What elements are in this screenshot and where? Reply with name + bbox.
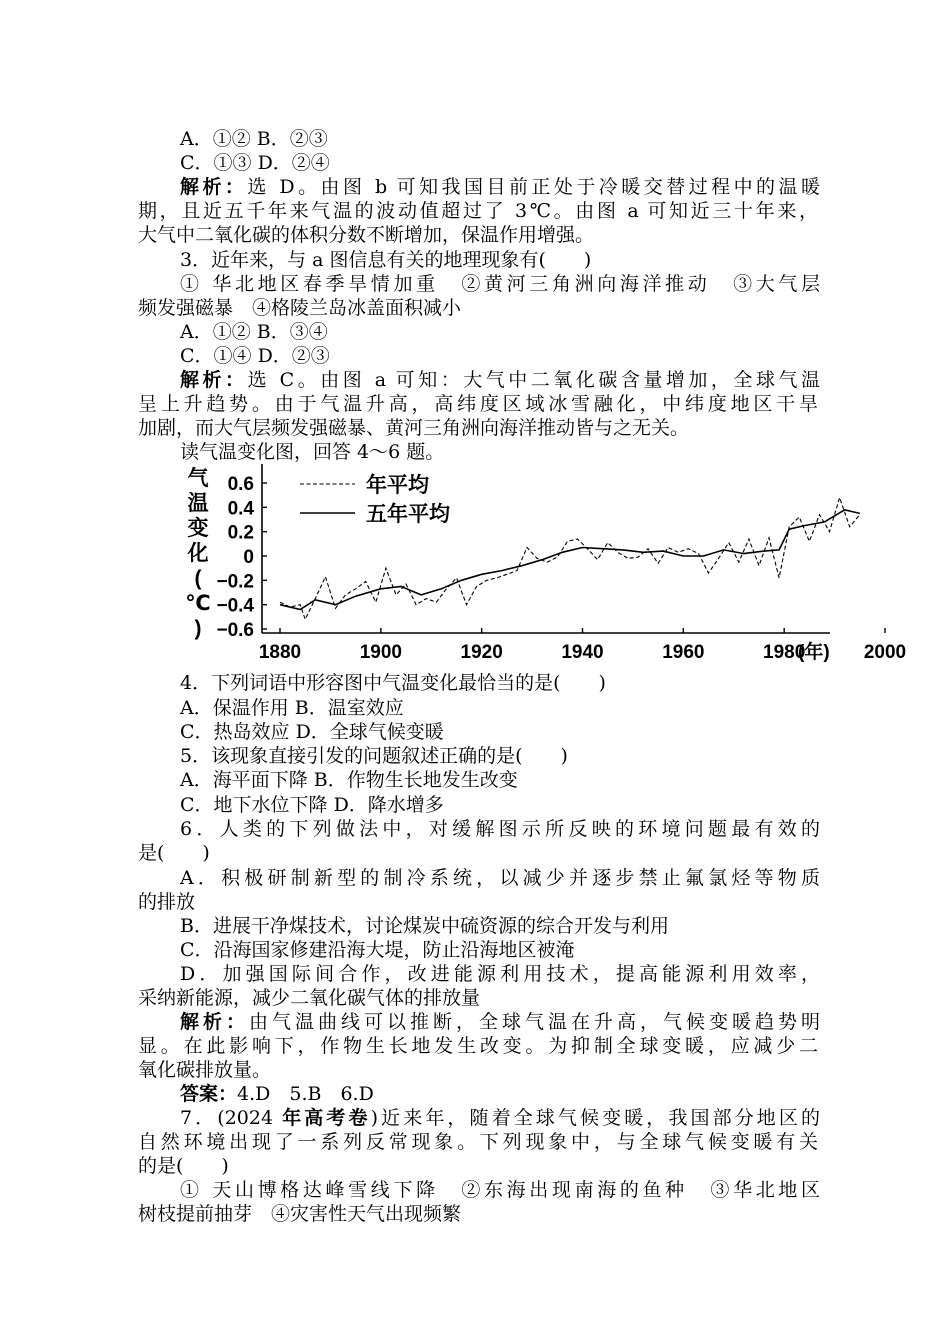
x-tick-label: 1940 (561, 642, 604, 663)
y-tick-label: −0.2 (216, 571, 254, 593)
option-line: D．加强国际间合作，改进能源利用技术，提高能源利用效率， (180, 963, 820, 985)
analysis-paragraph: 解析：选 D。由图 b 可知我国目前正处于冷暖交替过程中的温暖 (180, 176, 820, 198)
x-axis-unit: (年) (798, 642, 830, 663)
text-line: 采纳新能源，减少二氧化碳气体的排放量 (138, 987, 481, 1009)
option-line: C．①③ D．②④ (180, 152, 330, 174)
option-line: A．①② B．③④ (180, 321, 328, 343)
text-line: 呈上升趋势。由于气温升高，高纬度区域冰雪融化，中纬度地区干旱 (138, 393, 818, 415)
x-tick-label: 2000 (863, 642, 907, 663)
x-tick-label: 1980 (763, 642, 806, 663)
x-tick-label: 1960 (662, 642, 705, 663)
y-tick-label: 0 (243, 547, 254, 568)
y-axis-label-char: 化 (187, 542, 209, 565)
question-7: 7．(2024 年高考卷)近来年，随着全球气候变暖，我国部分地区的 (180, 1107, 820, 1129)
text-line: 自然环境出现了一系列反常现象。下列现象中，与全球气候变暖有关 (138, 1131, 818, 1153)
text-line: 的排放 (138, 891, 196, 913)
option-line: A．①② B．②③ (180, 128, 328, 150)
y-tick-label: −0.6 (216, 620, 254, 641)
option-line: A．保温作用 B．温室效应 (180, 697, 404, 719)
y-tick-label: 0.2 (227, 522, 254, 544)
y-axis-label-char: ℃ (185, 592, 211, 615)
text-line: 频发强磁暴 ④格陵兰岛冰盖面积减小 (138, 297, 462, 319)
option-line: C．热岛效应 D．全球气候变暖 (180, 721, 444, 743)
y-axis-label-char: 变 (187, 517, 209, 540)
analysis-label: 解析： (180, 369, 248, 391)
option-line: A．积极研制新型的制冷系统，以减少并逐步禁止氟氯烃等物质 (180, 867, 820, 889)
text-line: 树枝提前抽芽 ④灾害性天气出现频繁 (138, 1203, 462, 1225)
question-6: 6．人类的下列做法中，对缓解图示所反映的环境问题最有效的 (180, 818, 820, 840)
question-4: 4．下列词语中形容图中气温变化最恰当的是( ) (180, 672, 606, 694)
text-line: ① 天山博格达峰雪线下降 ②东海出现南海的鱼种 ③华北地区 (180, 1179, 820, 1201)
text-line: 是( ) (138, 842, 210, 864)
option-line: C．沿海国家修建沿海大堤，防止沿海地区被淹 (180, 939, 575, 961)
question-5: 5．该现象直接引发的问题叙述正确的是( ) (180, 745, 568, 767)
text-line: 氧化碳排放量。 (138, 1059, 272, 1081)
legend-label: 年平均 (366, 474, 429, 497)
chart-intro: 读气温变化图，回答 4～6 题。 (180, 441, 445, 463)
y-axis-label-char: ( (194, 567, 202, 590)
option-line: A．海平面下降 B．作物生长地发生改变 (180, 769, 518, 791)
y-tick-label: 0.6 (227, 474, 254, 495)
answer-label: 答案： (180, 1083, 238, 1105)
y-axis-label-char: ) (194, 617, 202, 640)
option-line: C．①④ D．②③ (180, 345, 330, 367)
x-tick-label: 1900 (359, 642, 402, 663)
question-3: 3．近年来，与 a 图信息有关的地理现象有( ) (180, 249, 592, 271)
y-tick-label: 0.4 (227, 498, 254, 520)
text-line: 大气中二氧化碳的体积分数不断增加，保温作用增强。 (138, 224, 595, 246)
x-tick-label: 1880 (258, 642, 302, 663)
option-line: C．地下水位下降 D．降水增多 (180, 794, 444, 816)
text-line: ① 华北地区春季旱情加重 ②黄河三角洲向海洋推动 ③大气层 (180, 273, 820, 295)
analysis-paragraph: 解析：选 C。由图 a 可知：大气中二氧化碳含量增加，全球气温 (180, 369, 820, 391)
analysis-paragraph: 解析：由气温曲线可以推断，全球气温在升高，气候变暖趋势明 (180, 1011, 820, 1033)
x-tick-label: 1920 (460, 642, 503, 663)
answer-line: 答案：4.D 5.B 6.D (180, 1083, 374, 1105)
text-line: 显。在此影响下，作物生长地发生改变。为抑制全球变暖，应减少二 (138, 1035, 818, 1057)
analysis-label: 解析： (180, 1011, 249, 1033)
y-axis-label-char: 气 (187, 467, 209, 490)
temperature-change-chart (140, 458, 907, 664)
text-line: 的是( ) (138, 1155, 229, 1177)
y-tick-label: −0.4 (216, 595, 254, 617)
option-line: B．进展干净煤技术，讨论煤炭中硫资源的综合开发与利用 (180, 915, 669, 937)
analysis-label: 解析： (180, 176, 248, 198)
y-axis-label-char: 温 (187, 492, 209, 515)
text-line: 加剧，而大气层频发强磁暴、黄河三角洲向海洋推动皆与之无关。 (138, 417, 690, 439)
text-line: 期，且近五千年来气温的波动值超过了 3℃。由图 a 可知近三十年来， (138, 200, 818, 222)
legend-label: 五年平均 (366, 503, 450, 526)
source-tag: 年高考卷 (282, 1107, 371, 1129)
